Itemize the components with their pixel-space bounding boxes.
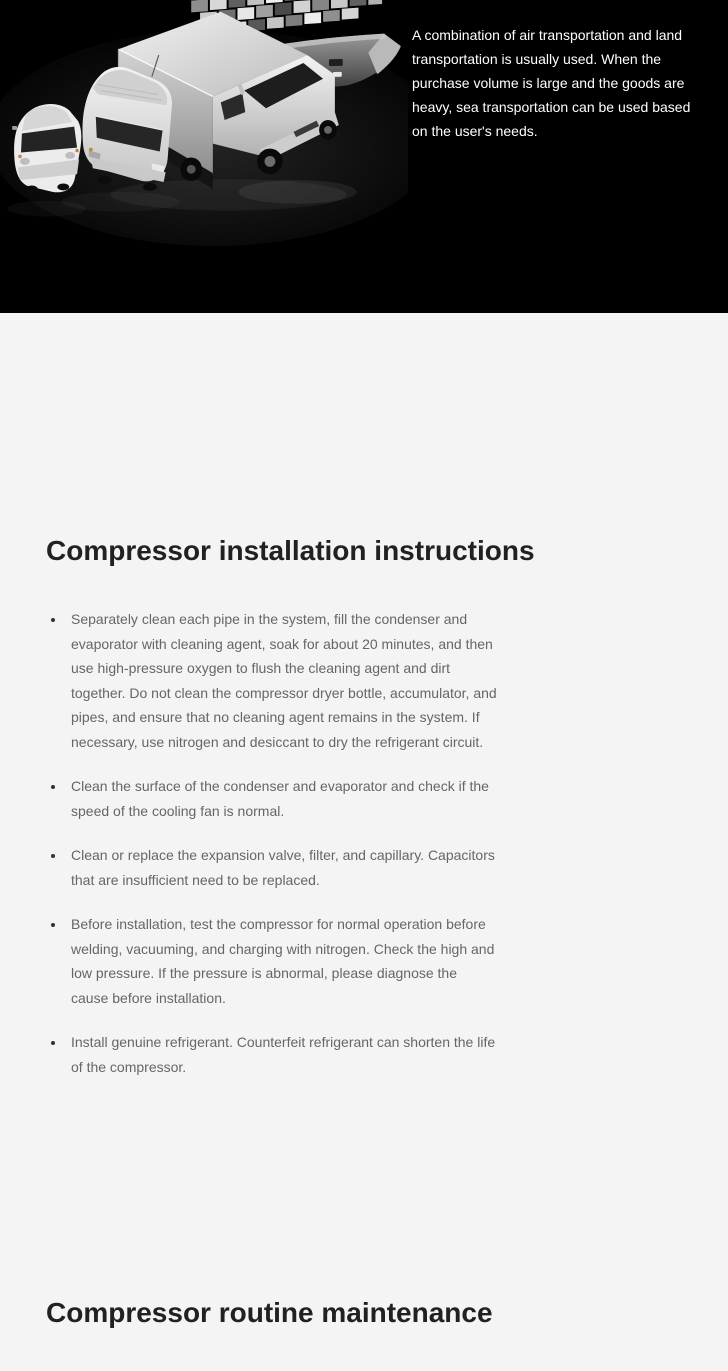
maintenance-title: Compressor routine maintenance (46, 1297, 493, 1328)
transport-vehicles-photo (0, 0, 408, 246)
installation-list (46, 607, 682, 1079)
hero-description: A combination of air transportation and land transportation is usually used. When the purchase volume is large and the goods are heavy, sea transportation can be used based on the user's needs. (412, 27, 691, 139)
instruction-item: • Clean or replace the expansion valve, filter, and capillary. Capacitors that are insufficient need to be replaced. (66, 843, 498, 892)
content-section (0, 533, 728, 1346)
hero-section (0, 0, 728, 313)
instruction-item: • Separately clean each pipe in the system, fill the condenser and evaporator with cleaning agent, soak for about 20 minutes, and then use high-pressure oxygen to flush the cleaning agent and dirt together. Do not clean the compressor dryer bottle, accumulator, and pipes, and ensure that no cleaning agent remains in the system. If necessary, use nitrogen and desiccant to dry the refrigerant circuit. (66, 607, 498, 754)
instruction-item: • Before installation, test the compressor for normal operation before welding, vacuuming, and charging with nitrogen. Check the high and low pressure. If the pressure is abnormal, please diagnose the cause before installation. (66, 912, 498, 1010)
instruction-item: • Install genuine refrigerant. Counterfeit refrigerant can shorten the life of the compressor. (66, 1030, 498, 1079)
instruction-item: • Clean the surface of the condenser and evaporator and check if the speed of the cooling fan is normal. (66, 774, 498, 823)
installation-title: Compressor installation instructions (46, 535, 535, 566)
